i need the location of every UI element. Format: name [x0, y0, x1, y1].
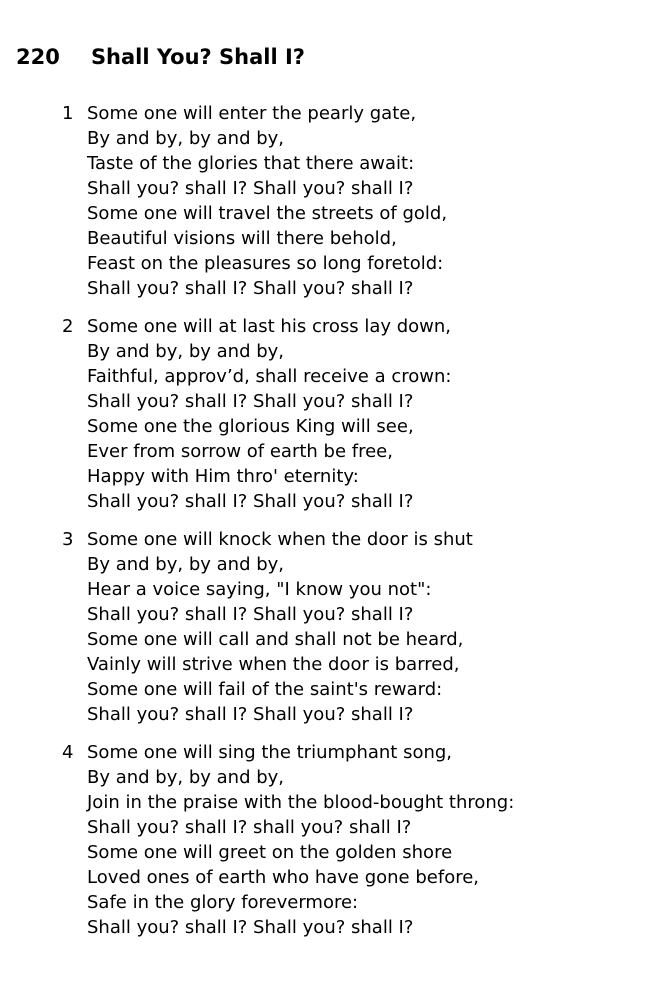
verse-line: Hear a voice saying, "I know you not":: [87, 579, 432, 600]
verse-line: By and by, by and by,: [87, 128, 285, 149]
verse-number: 4: [62, 742, 74, 763]
verse-line: Ever from sorrow of earth be free,: [87, 441, 393, 462]
verse-line: By and by, by and by,: [87, 767, 285, 788]
verse-line: Some one will call and shall not be heard,: [87, 629, 464, 650]
verse-line: Shall you? shall I? Shall you? shall I?: [87, 178, 414, 199]
verse-line: Taste of the glories that there await:: [87, 153, 415, 174]
verse-number: 1: [62, 103, 74, 124]
verse-lines: [87, 527, 658, 727]
verse-lines: [87, 314, 658, 514]
verse-line: Vainly will strive when the door is barred,: [87, 654, 460, 675]
verse-number: 2: [62, 316, 74, 337]
hymn-number: 220: [16, 45, 60, 69]
verse-line: Some one will enter the pearly gate,: [87, 103, 417, 124]
verse-4: [0, 740, 658, 940]
verses: [0, 101, 658, 953]
verse-line: Shall you? shall I? Shall you? shall I?: [87, 491, 414, 512]
verse-line: Feast on the pleasures so long foretold:: [87, 253, 444, 274]
verse-1: [0, 101, 658, 301]
verse-lines: [87, 740, 658, 940]
verse-line: Some one will at last his cross lay down,: [87, 316, 452, 337]
verse-2: [0, 314, 658, 514]
verse-line: Join in the praise with the blood-bought throng:: [87, 792, 515, 813]
verse-line: By and by, by and by,: [87, 341, 285, 362]
verse-number: 3: [62, 529, 74, 550]
verse-line: By and by, by and by,: [87, 554, 285, 575]
verse-line: Some one the glorious King will see,: [87, 416, 414, 437]
verse-line: Loved ones of earth who have gone before,: [87, 867, 480, 888]
verse-line: Shall you? shall I? Shall you? shall I?: [87, 278, 414, 299]
verse-line: Some one will sing the triumphant song,: [87, 742, 453, 763]
hymn-title: Shall You? Shall I?: [90, 45, 305, 69]
verse-line: Some one will greet on the golden shore: [87, 842, 453, 863]
verse-line: Shall you? shall I? Shall you? shall I?: [87, 704, 414, 725]
verse-line: Faithful, approv’d, shall receive a crown:: [87, 366, 452, 387]
verse-line: Some one will travel the streets of gold,: [87, 203, 448, 224]
verse-line: Safe in the glory forevermore:: [87, 892, 359, 913]
verse-line: Beautiful visions will there behold,: [87, 228, 397, 249]
verse-line: Some one will fail of the saint's reward:: [87, 679, 443, 700]
verse-3: [0, 527, 658, 727]
verse-line: Shall you? shall I? Shall you? shall I?: [87, 917, 414, 938]
hymn-header: [16, 42, 305, 72]
verse-line: Happy with Him thro' eternity:: [87, 466, 359, 487]
verse-lines: [87, 101, 658, 301]
verse-line: Shall you? shall I? Shall you? shall I?: [87, 604, 414, 625]
verse-line: Shall you? shall I? Shall you? shall I?: [87, 391, 414, 412]
verse-line: Some one will knock when the door is shut: [87, 529, 473, 550]
verse-line: Shall you? shall I? shall you? shall I?: [87, 817, 412, 838]
